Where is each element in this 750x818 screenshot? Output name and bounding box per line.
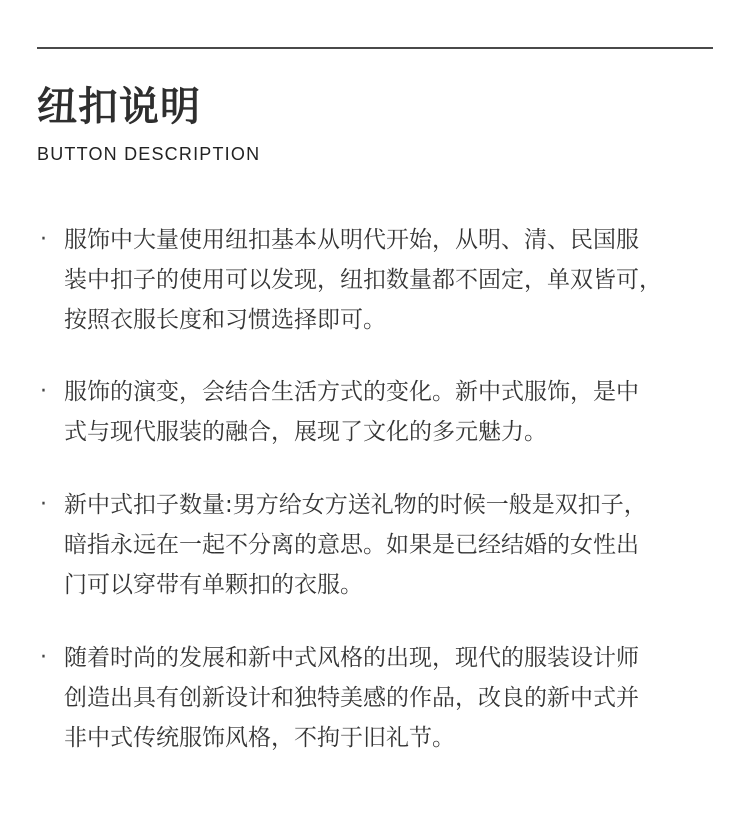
paragraph-line: 装中扣子的使用可以发现，纽扣数量都不固定，单双皆可， [64,267,662,293]
paragraph-line: 按照衣服长度和习惯选择即可。 [64,307,386,333]
top-divider [37,47,713,49]
paragraph-line: 式与现代服装的融合，展现了文化的多元魅力。 [64,419,547,445]
paragraph-line: 服饰中大量使用纽扣基本从明代开始，从明、清、民国服 [64,227,639,253]
paragraph-line: 创造出具有创新设计和独特美感的作品，改良的新中式并 [64,685,639,711]
bullet-dot: · [40,227,47,252]
bullet-dot: · [40,492,47,517]
paragraph-line: 暗指永远在一起不分离的意思。如果是已经结婚的女性出 [64,532,639,558]
page-subtitle: BUTTON DESCRIPTION [37,144,261,164]
paragraph-line: 非中式传统服饰风格，不拘于旧礼节。 [64,725,455,751]
paragraph-line: 门可以穿带有单颗扣的衣服。 [64,572,363,598]
paragraph-line: 随着时尚的发展和新中式风格的出现，现代的服装设计师 [64,645,639,671]
bullet-dot: · [40,645,47,670]
paragraph-line: 服饰的演变，会结合生活方式的变化。新中式服饰，是中 [64,379,639,405]
paragraph-line: 新中式扣子数量:男方给女方送礼物的时候一般是双扣子， [64,492,647,518]
bullet-dot: · [40,379,47,404]
page-title: 纽扣说明 [37,84,201,130]
